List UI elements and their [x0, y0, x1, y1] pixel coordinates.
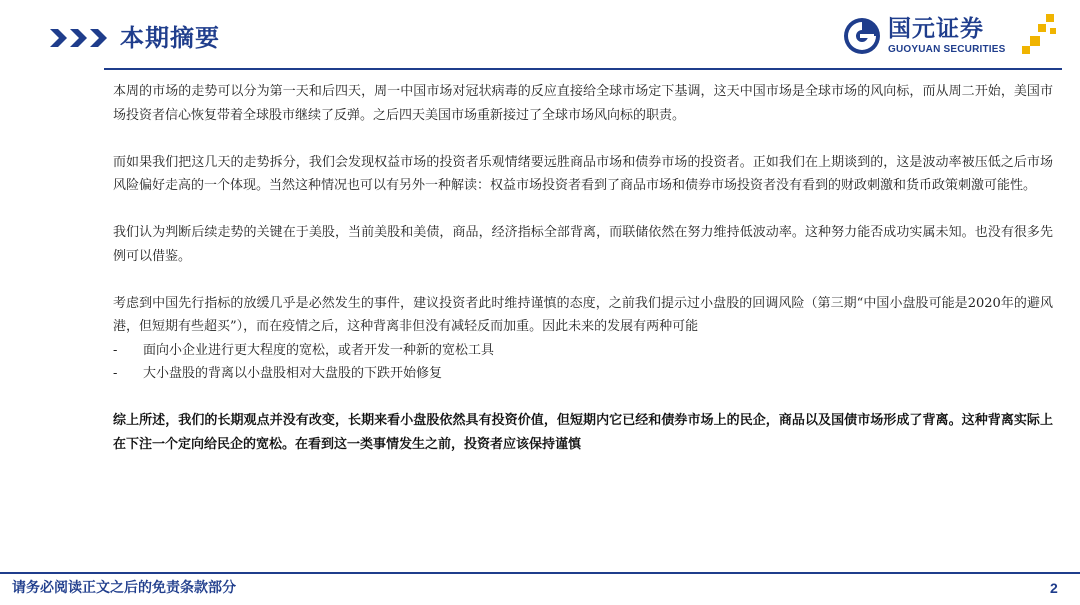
footer-divider	[0, 572, 1080, 574]
guoyuan-logo-mark-icon	[842, 16, 882, 56]
company-logo	[842, 14, 1062, 62]
bullet-text: 大小盘股的背离以小盘股相对大盘股的下跌开始修复	[143, 366, 443, 381]
bullet-dash: -	[113, 366, 118, 381]
bullet-text: 面向小企业进行更大程度的宽松，或者开发一种新的宽松工具	[143, 342, 495, 358]
paragraph-key-factor: 我们认为判断后续走势的关键在于美股，当前美股和美债，商品，经济指标全部背离，而联储依然在努力维持低波动率。这种努力能否成功实属未知。也没有很多先例可以借鉴。	[113, 225, 1053, 264]
page-title: 本期摘要	[120, 23, 220, 52]
logo-chinese-name: 国元证券	[888, 16, 984, 42]
logo-english-name: GUOYUAN SECURITIES	[888, 44, 1006, 55]
page-header	[0, 0, 1080, 70]
paragraph-conclusion: 综上所述，我们的长期观点并没有改变，长期来看小盘股依然具有投资价值，但短期内它已经和债券市场上的民企，商品以及国债市场形成了背离。这种背离实际上在下注一个定向给民企的宽松。在看到这一类事情发生之前，投资者应该保持谨慎	[113, 413, 1053, 452]
paragraph-caution: 考虑到中国先行指标的放缓几乎是必然发生的事件，建议投资者此时维持谨慎的态度，之前我们提示过小盘股的回调风险（第三期“中国小盘股可能是2020年的避风港，但短期有些超买”），而在疫情之后，这种背离非但没有减轻反而加重。因此未来的发展有两种可能	[113, 295, 1053, 334]
paragraph-sentiment-split: 而如果我们把这几天的走势拆分，我们会发现权益市场的投资者乐观情绪要远胜商品市场和债券市场的投资者。正如我们在上期谈到的，这是波动率被压低之后市场风险偏好走高的一个体现。当然这种情况也可以有另外一种解读：权益市场投资者看到了商品市场和债券市场投资者没有看到的财政刺激和货币政策刺激可能性。	[113, 154, 1053, 193]
header-divider	[104, 68, 1062, 70]
triple-chevron-right-icon	[50, 27, 110, 49]
disclaimer-notice: 请务必阅读正文之后的免责条款部分	[12, 580, 236, 596]
list-item	[113, 362, 1053, 386]
bullet-dash: -	[113, 342, 118, 358]
page-number: 2	[1050, 580, 1058, 596]
logo-accent-squares-icon	[1020, 14, 1062, 58]
list-item	[113, 339, 1053, 363]
summary-content	[113, 80, 1053, 456]
paragraph-market-trend: 本周的市场的走势可以分为第一天和后四天，周一中国市场对冠状病毒的反应直接给全球市场定下基调，这天中国市场是全球市场的风向标，而从周二开始，美国市场投资者信心恢复带着全球股市继续了反弹。之后四天美国市场重新接过了全球市场风向标的职责。	[113, 84, 1053, 123]
